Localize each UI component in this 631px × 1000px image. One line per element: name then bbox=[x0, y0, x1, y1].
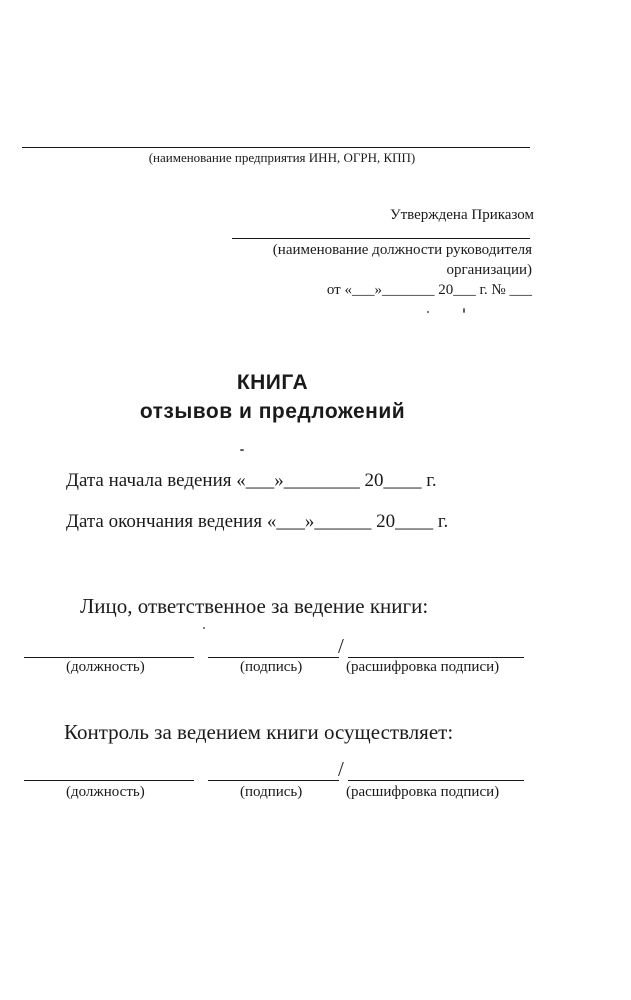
control-decoding-caption: (расшифровка подписи) bbox=[346, 784, 500, 800]
responsible-decoding-caption: (расшифровка подписи) bbox=[346, 659, 500, 675]
control-heading: Контроль за ведением книги осуществляет: bbox=[64, 720, 454, 744]
responsible-signature-caption: (подпись) bbox=[240, 659, 303, 675]
scan-speck bbox=[240, 449, 244, 451]
control-position-caption: (должность) bbox=[66, 784, 145, 800]
scan-speck bbox=[203, 627, 205, 629]
control-position-line[interactable] bbox=[24, 780, 194, 781]
control-signature-caption: (подпись) bbox=[240, 784, 303, 800]
book-title: КНИГА bbox=[236, 371, 309, 394]
enterprise-name-line bbox=[22, 147, 530, 148]
book-subtitle: отзывов и предложений bbox=[139, 400, 406, 423]
control-signature-line[interactable] bbox=[208, 780, 339, 781]
signature-separator-slash: / bbox=[338, 634, 344, 658]
position-caption-line1: (наименование должности руководителя bbox=[272, 242, 532, 258]
scan-speck bbox=[463, 308, 465, 313]
responsible-position-caption: (должность) bbox=[66, 659, 145, 675]
control-decoding-line[interactable] bbox=[348, 780, 524, 781]
control-separator-slash: / bbox=[338, 757, 344, 781]
position-caption-line2: организации) bbox=[446, 262, 532, 278]
manager-position-line bbox=[232, 238, 530, 239]
responsible-position-line[interactable] bbox=[24, 657, 194, 658]
responsible-signature-line[interactable] bbox=[208, 657, 339, 658]
start-date-line: Дата начала ведения «___»________ 20____ г. bbox=[66, 470, 437, 491]
responsible-decoding-line[interactable] bbox=[348, 657, 524, 658]
scan-speck bbox=[427, 311, 429, 313]
end-date-line: Дата окончания ведения «___»______ 20____ г. bbox=[66, 511, 449, 532]
responsible-person-heading: Лицо, ответственное за ведение книги: bbox=[80, 594, 429, 618]
enterprise-caption: (наименование предприятия ИНН, ОГРН, КПП) bbox=[148, 150, 416, 165]
approved-by-label: Утверждена Приказом bbox=[389, 207, 534, 223]
order-date-number-line: от «___»_______ 20___ г. № ___ bbox=[326, 282, 532, 298]
